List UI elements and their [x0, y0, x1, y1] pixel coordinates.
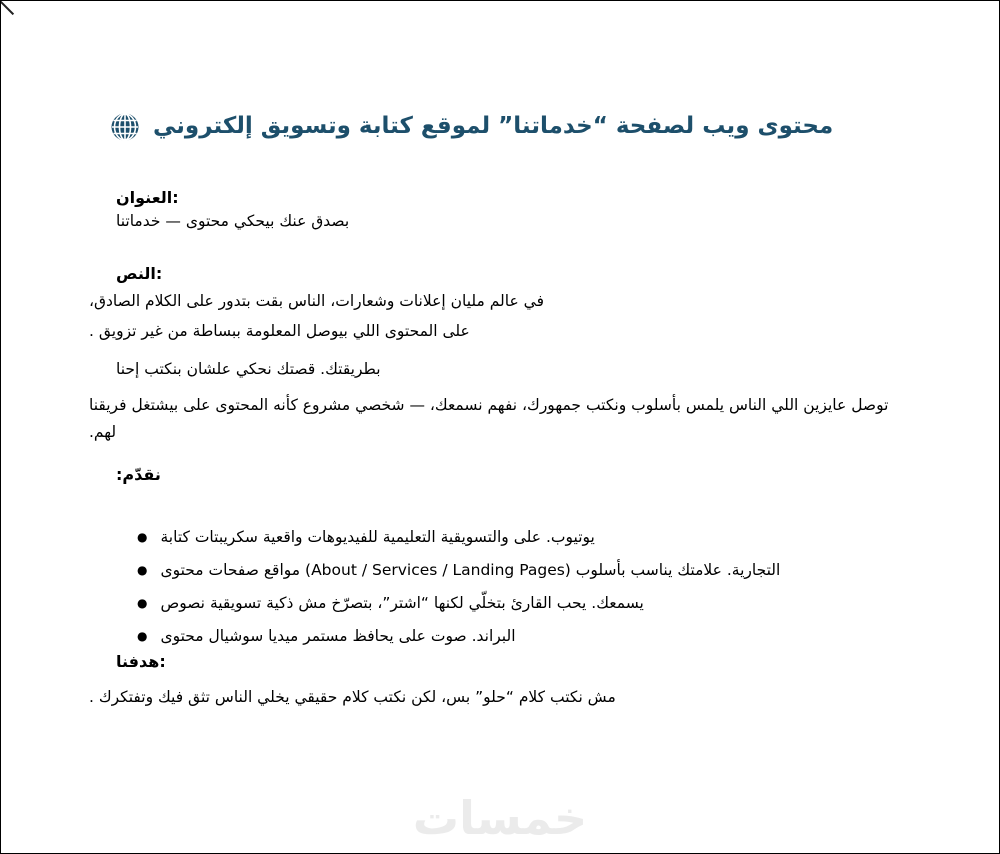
middle-line-1: إحنا بنكتب علشان نحكي قصتك بطريقتك.	[116, 360, 381, 378]
bullet-icon: ●	[137, 595, 148, 610]
middle-line-3: لهم.	[89, 423, 117, 441]
hadafna-line: مش نكتب كلام “حلو” بس، لكن نكتب كلام حقيقي يخلي الناس تثق فيك وتفتكرك .	[89, 688, 616, 706]
bullet-icon: ●	[137, 562, 148, 577]
section-heading-nuqaddim: نقدّم:	[116, 465, 161, 484]
list-item	[137, 619, 780, 652]
corner-fold-mark	[0, 0, 14, 15]
list-item	[137, 553, 780, 586]
list-item-text: محتوى صفحات مواقع (About / Services / Landing Pages) بأسلوب يناسب علامتك التجارية.	[160, 560, 781, 579]
globe-icon	[109, 111, 141, 143]
list-item-text: كتابة سكريبتات واقعية للفيديوهات التعليمية والتسويقية على يوتيوب.	[160, 527, 595, 546]
section-heading-hadafna: هدفنا:	[116, 652, 166, 671]
anwan-line: خدماتنا — محتوى بيحكي عنك بصدق	[116, 212, 350, 230]
bullet-icon: ●	[137, 529, 148, 544]
middle-line-2: فريقنا بيشتغل على المحتوى كأنه مشروع شخصي — نسمعك، نفهم جمهورك، ونكتب بأسلوب يلمس الناس اللي عايزين توصل	[89, 396, 889, 414]
list-item	[137, 586, 780, 619]
list-item-text: نصوص تسويقية ذكية مش بتصرّخ “اشتر”، لكنها بتخلّي القارئ يحب يسمعك.	[160, 593, 644, 612]
section-heading-anwan: العنوان:	[116, 188, 179, 207]
nass-line-1: في عالم مليان إعلانات وشعارات، الناس بقت بتدور على الكلام الصادق،	[89, 292, 544, 310]
page-title: محتوى ويب لصفحة “خدماتنا” لموقع كتابة وتسويق إلكتروني	[153, 113, 834, 140]
services-list	[137, 520, 780, 652]
section-heading-nass: النص:	[116, 264, 163, 283]
bullet-icon: ●	[137, 628, 148, 643]
list-item-text: محتوى سوشيال ميديا مستمر يحافظ على صوت البراند.	[160, 626, 516, 645]
nass-line-2: على المحتوى اللي بيوصل المعلومة ببساطة من غير تزويق .	[89, 322, 470, 340]
khamsat-watermark: خمسات	[412, 791, 588, 845]
list-item	[137, 520, 780, 553]
page-title-row	[109, 111, 833, 143]
